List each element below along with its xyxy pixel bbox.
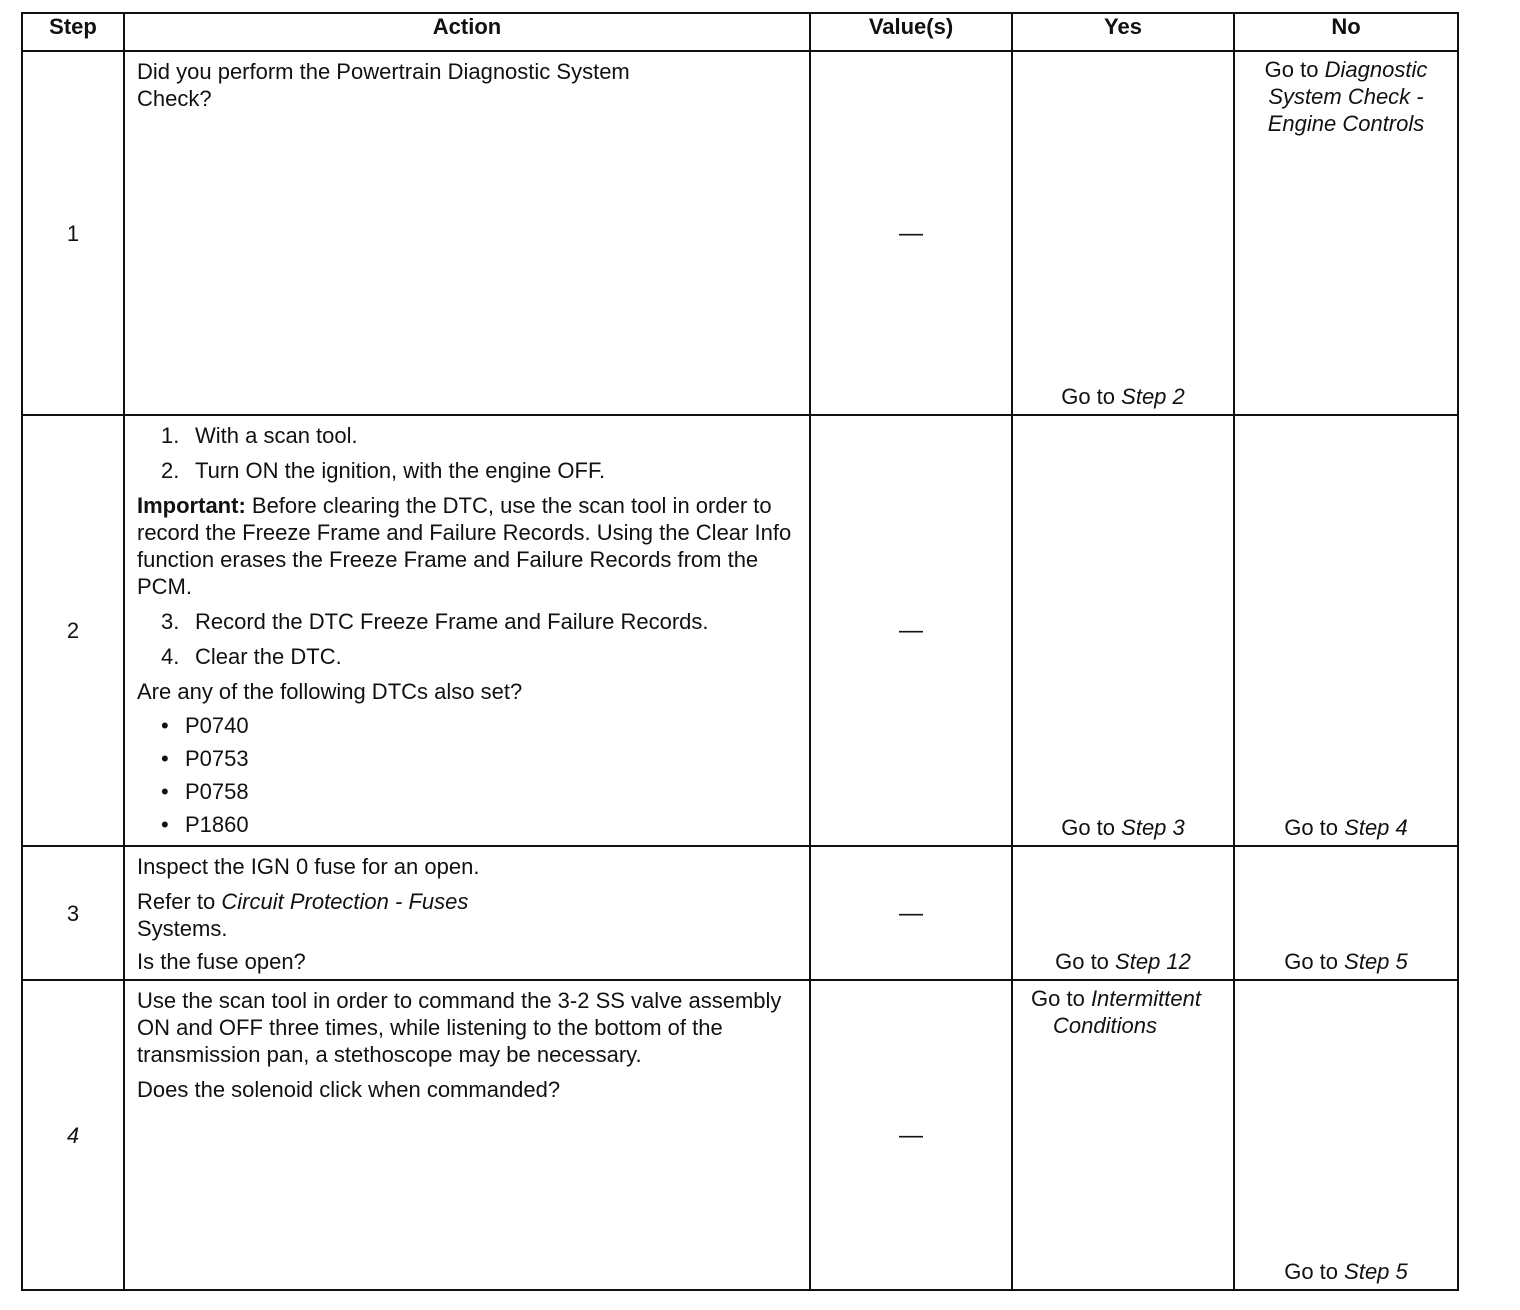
action-question: Is the fuse open? [137,949,306,974]
refer-text: Refer to Circuit Protection - Fuses Systems. [137,889,469,941]
no-link[interactable]: Go to Step 5 [1284,1259,1408,1284]
no-link[interactable]: Go to Step 4 [1284,815,1408,840]
list-item: • P0753 [161,746,249,771]
no-link[interactable]: Go to Diagnostic System Check - Engine Controls [1264,57,1428,136]
action-cell [124,51,810,415]
header-step: Step [22,13,124,51]
list-item: • P1860 [161,812,249,837]
table-row [22,51,1458,415]
action-question: Does the solenoid click when commanded? [137,1077,561,1102]
action-text: Inspect the IGN 0 fuse for an open. [137,854,480,879]
yes-cell [1012,980,1234,1290]
diagnostic-table [21,12,1459,1291]
yes-cell [1012,51,1234,415]
header-row [22,13,1458,51]
header-values: Value(s) [810,13,1012,51]
table-row [22,980,1458,1290]
list-item: • P0740 [161,713,249,738]
yes-link[interactable]: Go to Step 12 [1055,949,1191,974]
value-cell: — [810,980,1012,1290]
header-no: No [1234,13,1458,51]
value-cell: — [810,51,1012,415]
step-number: 3 [22,846,124,980]
action-question: Are any of the following DTCs also set? [137,679,523,704]
dtc-list [161,709,797,841]
header-yes: Yes [1012,13,1234,51]
action-steps [137,608,797,670]
no-cell [1234,51,1458,415]
list-item: • P0758 [161,779,249,804]
table-row [22,415,1458,846]
yes-link[interactable]: Go to Intermittent Conditions [1031,986,1201,1038]
yes-cell [1012,846,1234,980]
step-number: 4 [22,980,124,1290]
important-note: Important: Before clearing the DTC, use the scan tool in order to record the Freeze Frame and Failure Records. Using the Clear Info function erases the Freeze Frame and Failure Records from the PCM. [137,493,792,599]
list-item: 2. Turn ON the ignition, with the engine OFF. [161,458,606,483]
no-cell [1234,846,1458,980]
step-number: 1 [22,51,124,415]
action-text: Use the scan tool in order to command the 3-2 SS valve assembly ON and OFF three times, while listening to the bottom of the transmission pan, a stethoscope may be necessary. [137,988,782,1067]
action-steps [137,422,797,484]
yes-link[interactable]: Go to Step 3 [1061,815,1185,840]
action-cell [124,415,810,846]
header-action: Action [124,13,810,51]
list-item: 1. With a scan tool. [161,423,358,448]
value-cell: — [810,846,1012,980]
step-number: 2 [22,415,124,846]
no-cell [1234,415,1458,846]
list-item: 3. Record the DTC Freeze Frame and Failure Records. [161,609,709,634]
value-cell: — [810,415,1012,846]
list-item: 4. Clear the DTC. [161,644,342,669]
action-cell [124,980,810,1290]
action-text: Did you perform the Powertrain Diagnostic System Check? [137,59,630,111]
no-cell [1234,980,1458,1290]
action-cell [124,846,810,980]
yes-link[interactable]: Go to Step 2 [1061,384,1185,409]
table-row [22,846,1458,980]
no-link[interactable]: Go to Step 5 [1284,949,1408,974]
yes-cell [1012,415,1234,846]
